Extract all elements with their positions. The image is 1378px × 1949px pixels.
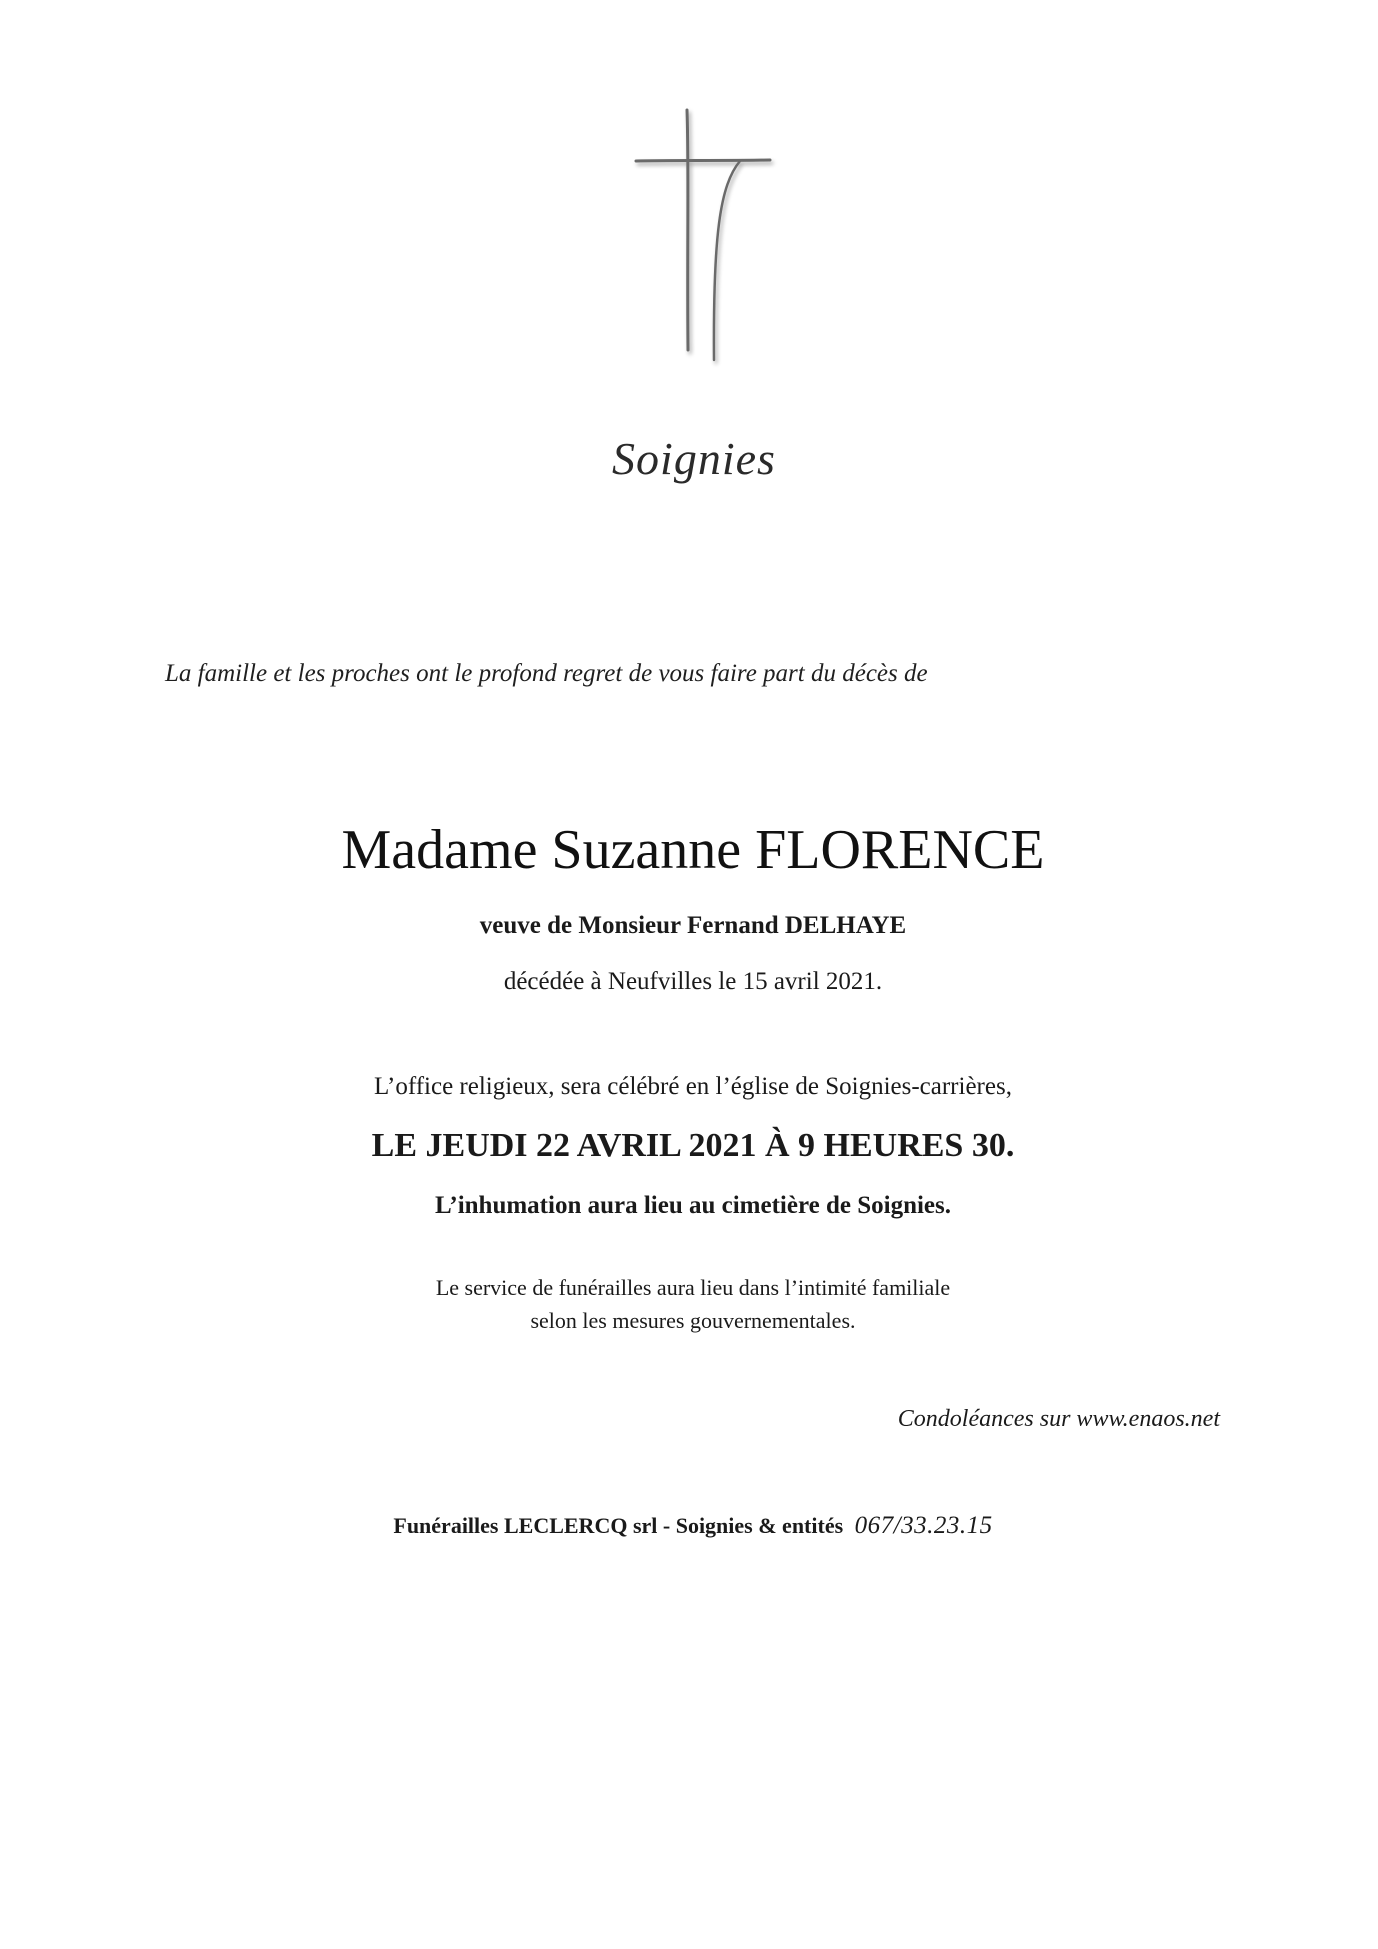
deceased-name: Madame Suzanne FLORENCE xyxy=(341,819,1045,881)
cross-icon xyxy=(630,105,780,375)
burial-text: L’inhumation aura lieu au cimetière de Soignies. xyxy=(434,1192,951,1219)
death-info-text: décédée à Neufvilles le 15 avril 2021. xyxy=(503,968,883,995)
place-heading: Soignies xyxy=(612,433,776,484)
condolences-text: Condoléances sur www.enaos.net xyxy=(897,1406,1220,1432)
ceremony-date: LE JEUDI 22 AVRIL 2021 À 9 HEURES 30. xyxy=(371,1127,1015,1164)
service-note-line1: Le service de funérailles aura lieu dans l’intimité familiale xyxy=(435,1275,951,1300)
phone-number: 067/33.23.15 xyxy=(854,1512,993,1539)
intro-text: La famille et les proches ont le profond regret de vous faire part du décès de xyxy=(165,660,928,687)
widow-of-text: veuve de Monsieur Fernand DELHAYE xyxy=(479,912,907,939)
office-text: L’office religieux, sera célébré en l’église de Soignies-carrières, xyxy=(374,1073,1012,1100)
funeral-firm: Funérailles LECLERCQ srl - Soignies & entités xyxy=(393,1513,844,1538)
service-note-line2: selon les mesures gouvernementales. xyxy=(530,1308,856,1333)
footer xyxy=(0,1512,1378,1540)
